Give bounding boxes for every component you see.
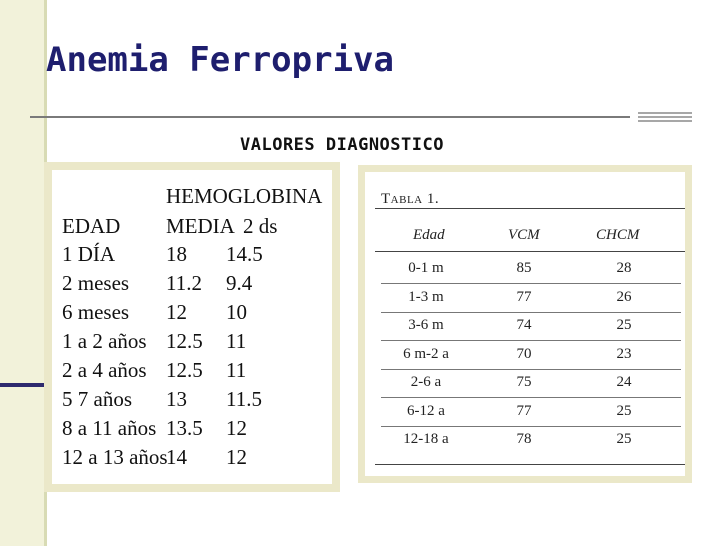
hemoglobina-cell-edad: 1 a 2 años — [62, 329, 147, 353]
left-decorative-bar — [0, 0, 47, 546]
hemoglobina-table — [52, 170, 332, 484]
tabla1-cell-chcm: 25 — [616, 431, 632, 447]
table-row-rule — [381, 340, 681, 341]
table-row-rule — [381, 426, 681, 427]
hemoglobina-cell-media: 12 — [166, 300, 187, 324]
hemoglobina-cell-edad: 8 a 11 años — [62, 416, 157, 440]
table-row-rule — [381, 283, 681, 284]
col-header-chcm: CHCM — [596, 227, 640, 243]
hemoglobina-cell-edad: 6 meses — [62, 300, 130, 324]
col-header-edad: EDAD — [62, 214, 121, 238]
hemoglobina-cell-media: 12.5 — [166, 358, 203, 382]
hemoglobina-cell-2ds: 10 — [226, 300, 247, 324]
table-row-rule — [381, 397, 681, 398]
title-divider-pattern — [638, 112, 692, 124]
hemoglobina-panel — [44, 162, 340, 492]
tabla1-cell-vcm: 74 — [516, 317, 532, 333]
hemoglobina-cell-media: 13.5 — [166, 416, 203, 440]
slide-subtitle: VALORES DIAGNOSTICO — [240, 135, 444, 155]
tabla1-cell-edad: 2-6 a — [410, 374, 442, 390]
hemoglobina-cell-media: 13 — [166, 387, 187, 411]
title-divider — [30, 116, 630, 118]
tabla1-cell-vcm: 70 — [516, 345, 532, 362]
tabla1-cell-chcm: 24 — [616, 374, 632, 390]
hemoglobina-cell-2ds: 12 — [226, 445, 247, 469]
tabla1-cell-vcm: 78 — [516, 431, 532, 447]
tabla1-cell-vcm: 85 — [516, 260, 532, 276]
hemoglobina-cell-edad: 2 meses — [62, 271, 130, 295]
hemoglobina-header: HEMOGLOBINA — [166, 184, 323, 208]
hemoglobina-cell-2ds: 11.5 — [226, 387, 262, 411]
tabla1-table — [365, 172, 685, 476]
tabla1-cell-vcm: 75 — [516, 374, 532, 390]
tabla1-cell-edad: 6 m-2 a — [403, 345, 449, 362]
tabla1-cell-chcm: 26 — [616, 288, 632, 305]
tabla1-cell-vcm: 77 — [516, 402, 532, 419]
tabla1-cell-edad: 3-6 m — [408, 317, 444, 333]
slide-title: Anemia Ferropriva — [46, 40, 394, 80]
tabla1-cell-edad: 0-1 m — [408, 260, 444, 276]
hemoglobina-cell-2ds: 11 — [226, 358, 247, 382]
left-bar-accent — [0, 383, 47, 387]
hemoglobina-cell-edad: 2 a 4 años — [62, 358, 147, 382]
tabla1-panel — [358, 165, 692, 483]
table-rule-bottom — [375, 464, 685, 465]
tabla1-caption: Tabla 1. — [381, 191, 440, 207]
col-header-vcm: VCM — [508, 227, 540, 243]
hemoglobina-cell-media: 12.5 — [166, 329, 203, 353]
col-header-edad-t1: Edad — [413, 227, 445, 243]
hemoglobina-cell-edad: 12 a 13 años — [62, 445, 168, 469]
tabla1-cell-edad: 6-12 a — [407, 402, 445, 419]
tabla1-cell-chcm: 25 — [616, 402, 632, 419]
hemoglobina-cell-media: 18 — [166, 242, 187, 266]
col-header-media: MEDIA — [166, 214, 235, 238]
hemoglobina-cell-media: 14 — [166, 445, 187, 469]
table-rule-top — [375, 208, 685, 209]
hemoglobina-cell-2ds: 14.5 — [226, 242, 263, 266]
hemoglobina-cell-2ds: 11 — [226, 329, 247, 353]
hemoglobina-cell-2ds: 12 — [226, 416, 247, 440]
tabla1-cell-chcm: 23 — [616, 345, 632, 362]
hemoglobina-cell-edad: 1 DÍA — [62, 242, 116, 266]
table-row-rule — [381, 312, 681, 313]
hemoglobina-cell-2ds: 9.4 — [226, 271, 253, 295]
tabla1-cell-edad: 12-18 a — [403, 431, 449, 447]
hemoglobina-cell-media: 11.2 — [166, 271, 202, 295]
hemoglobina-cell-edad: 5 7 años — [62, 387, 132, 411]
col-header-2ds: 2 ds — [243, 214, 278, 238]
tabla1-cell-chcm: 28 — [616, 260, 632, 276]
tabla1-cell-edad: 1-3 m — [408, 288, 444, 305]
table-row-rule — [381, 369, 681, 370]
tabla1-cell-vcm: 77 — [516, 288, 532, 305]
table-rule-head — [375, 251, 685, 252]
tabla1-cell-chcm: 25 — [616, 317, 632, 333]
